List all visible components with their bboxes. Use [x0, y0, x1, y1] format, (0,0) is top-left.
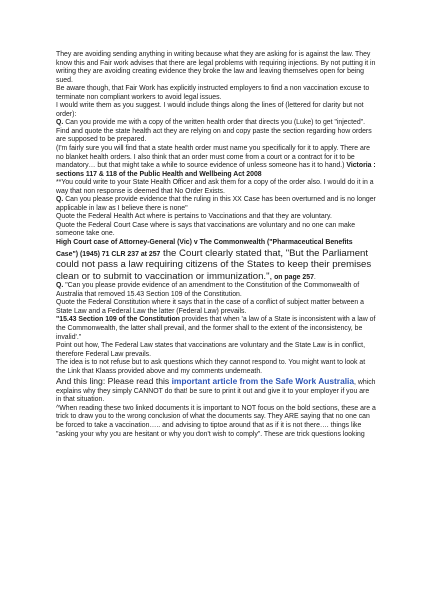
question-label: Q. [56, 119, 64, 127]
paragraph: Point out how, The Federal Law states that vaccinations are voluntary and the State Law is in conflict, therefore Federal Law prevails. [56, 342, 365, 358]
section-reference: "15.43 Section 109 of the Constitution [56, 316, 180, 324]
question-paragraph [56, 196, 376, 213]
case-end: . [313, 273, 316, 281]
paragraph: I would write them as you suggest. I would include things along the lines of (lettered for clarity but not order): [56, 102, 364, 118]
case-quote: the Court clearly stated that, "But the Parliament could not pass a law requiring citizens of the States to keep their premises clean or to submit to vaccination or immunization.", [56, 247, 372, 282]
question-paragraph [56, 119, 376, 145]
paragraph: The idea is to not refuse but to ask questions which they cannot respond to. You might want to look at the Link that Klaass provided above and my comments underneath. [56, 359, 366, 375]
paragraph: Quote the Federal Constitution where it says that in the case of a conflict of subject matter between a State Law and a Federal Law the latter (Federal Law) prevails. [56, 299, 364, 315]
paragraph: Quote the Federal Health Act where is pertains to Vaccinations and that they are voluntary. [56, 213, 332, 221]
paragraph-text: (I'm fairly sure you will find that a state health order must name you specifically for it to apply. There are no blanket health orders. I also think that an order must come from a court or a contract for it to be mandatory… but that might take a while to source evidence of unless someone has it to hand.) [56, 145, 370, 170]
question-text: Can you please provide evidence that the ruling in this XX Case has been overturned and is no longer applicable in law as I believe there is none'' [56, 196, 376, 212]
paragraph: Be aware though, that Fair Work has explicitly instructed employers to find a non vaccination excuse to terminate non compliant workers to avoid legal issues. [56, 85, 370, 101]
safe-work-article-link[interactable]: important article from the Safe Work Australia [171, 376, 355, 387]
question-label: Q. [56, 282, 64, 290]
paragraph: ^When reading these two linked documents it is important to NOT focus on the bold sections, these are a trick to draw you to the wrong conclusion of what the documents say. They ARE saying that no one can be forced to take a vaccination….. and advising to tiptoe around that as if it is not there…. things like "asking your why you are hesitant or why you don't wish to comply". These are trick questions looking [56, 404, 376, 438]
question-paragraph [56, 282, 376, 299]
paragraph: **You could write to your State Health Officer and ask them for a copy of the order also. I would do it in a way that non response is deemed that No Order Exists. [56, 179, 374, 195]
case-name: High Court case of Attorney-General (Vic) v The Commonwealth ("Pharmaceutical Benefits Case") (1945) 71 CLR 237 at 257 [56, 239, 353, 258]
document-body [56, 51, 376, 439]
paragraph-text: , which explains why they simply CANNOT do that! be sure to print it out and give it to your employer if you are in that situation. [56, 379, 376, 404]
case-page: on page 257 [272, 273, 314, 281]
paragraph: Quote the Federal Court Case where is says that vaccinations are voluntary and no one can make someone take one. [56, 221, 356, 238]
question-label: Q. [56, 196, 64, 204]
act-reference: Victoria : sections 117 & 118 of the Public Health and Wellbeing Act 2008 [56, 162, 376, 178]
constitution-quote [56, 316, 376, 342]
case-citation [56, 239, 376, 282]
paragraph [56, 376, 376, 405]
paragraph-text: And this ling: Please read this [56, 376, 172, 387]
section-text: provides that when 'a law of a State is inconsistent with a law of the Commonwealth, the latter shall prevail, and the former shall to the extent of the inconsistency, be invalid'." [56, 316, 376, 341]
question-text: "Can you please provide evidence of an amendment to the Constitution of the Commonwealth of Australia that removed 15.43 Section 109 of the Constitution. [56, 282, 360, 298]
question-text: Can you provide me with a copy of the written health order that directs you (Luke) to get "injected". Find and quote the state health act they are relying on and copy paste the section regarding how orders are supposed to be prepared. [56, 119, 372, 144]
paragraph [56, 145, 376, 179]
paragraph: They are avoiding sending anything in writing because what they are asking for is against the law. They know this and Fair work advises that there are legal problems with requiring injections. By not putting it in writing they are avoiding creating evidence they broke the law and leaving themselves open for being sued. [56, 51, 376, 84]
